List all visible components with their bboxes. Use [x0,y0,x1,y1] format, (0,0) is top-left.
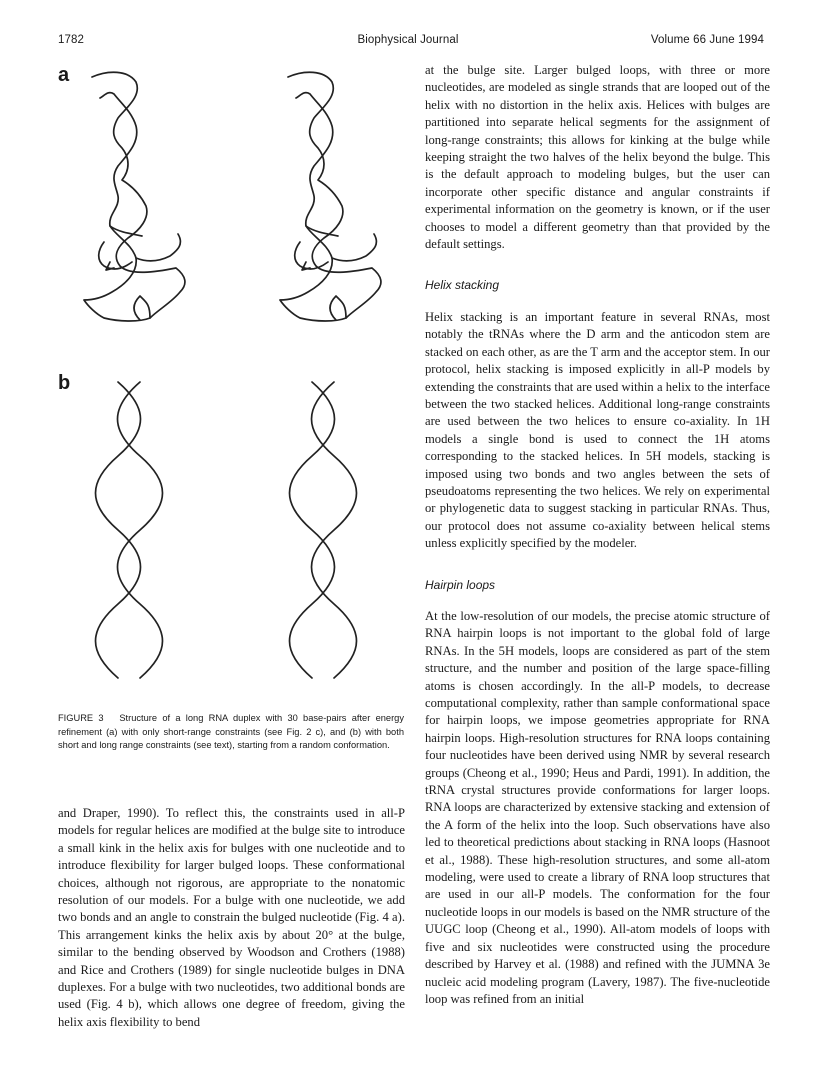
right-paragraph-3: At the low-resolution of our models, the precise atomic structure of RNA hairpin loops is not important to the global fold of large RNAs. In the 5H models, loops are considered as part of the stem structure, and the number and position of the large space-filling atoms is chosen accordingly. In the all-P models, to decrease computational complexity, rather than sample conformational space for hairpin loops, we impose geometries appropriate for RNA hairpin loops. High-resolution structures for RNA loops containing four nucleotides have been derived using NMR by several research groups (Cheong et al., 1990; Heus and Pardi, 1991). In addition, the tRNA crystal structures provide conformations for larger loops. RNA loops are characterized by extensive stacking and extension of the A form of the helix into the loop. Such observations have also led to theoretical predictions about stacking in RNA loops (Hasnoot et al., 1988). These high-resolution structures, and some all-atom modeling, were used to create a library of RNA loop structures that are used in our all-P models. The conformation for the four nucleotide loops in our models is based on the NMR structure of the UUGC loop (Cheong et al., 1990). All-atom models of loops with five and six nucleotides were constructed using the procedure described by Harvey et al. (1988) and refined with the JUMNA 3e nucleic acid modeling program (Lavery, 1987). The five-nucleotide loop was refined from an initial [425,608,770,1006]
panel-a-left-trace [84,72,185,321]
page-number: 1782 [58,34,84,46]
left-column [58,805,405,1031]
volume-date: Volume 66 June 1994 [650,34,764,46]
caption-lead: FIGURE 3 [58,713,104,723]
panel-label-b: b [58,372,71,394]
figure-caption [58,712,404,753]
panel-b-left-helix [96,382,163,678]
panel-label-a: a [58,64,70,86]
left-paragraph: and Draper, 1990). To reflect this, the constraints used in all-P models for regular helices are modified at the bulge site to introduce a small kink in the helix axis for bulges with one nucleotide and to introduce flexibility for larger bulged loops. These conformational choices, although not rigorous, are appropriate to the nonatomic resolution of our models. For a bulge with one nucleotide, we add two bonds and an angle to constrain the bulged nucleotide (Fig. 4 a). This arrangement kinks the helix axis by about 20° at the bulge, similar to the bending observed by Woodson and Crothers (1988) and Rice and Crothers (1989) for single nucleotide bulges in DNA duplexes. For a bulge with two nucleotides, two additional bonds are used (Fig. 4 b), which allows one degree of freedom, giving the helix axis flexibility to bend [58,806,405,1029]
right-paragraph-2: Helix stacking is an important feature in several RNAs, most notably the tRNAs where the D arm and the anticodon stem are stacked on each other, as are the T arm and the acceptor stem. In our protocol, helix stacking is imposed explicitly in all-P models by extending the constraints that are used within a helix to the interface between the two stacked helices. Additional long-range constraints are used between the two helices to ensure co-axiality. In 1H models a single bond is used to connect the 1H atoms corresponding to the stacked helices. In 5H models, stacking is imposed using two bonds and two angles between the sets of pseudoatoms representing the two helices. We rely on experimental or phylogenetic data to suggest stacking in particular RNAs. Thus, our protocol does not assume co-axiality between helical stems unless explicitly specified by the modeler. [425,309,770,551]
heading-hairpin-loops: Hairpin loops [425,577,496,592]
caption-text: Structure of a long RNA duplex with 30 base-pairs after energy refinement (a) with only short-range constraints (see Fig. 2 c), and (b) with both short and long range constraints (see text), starting from a random conformation. [58,713,405,750]
journal-title: Biophysical Journal [357,34,459,46]
panel-a-right-trace [280,72,381,321]
right-column [425,62,770,1008]
panel-b-right-helix [290,382,357,678]
heading-helix-stacking: Helix stacking [425,278,500,293]
right-paragraph-1: at the bulge site. Larger bulged loops, with three or more nucleotides, are modeled as single strands that are looped out of the helix with no distortion in the helix axis. Helices with bulges are partitioned into separate helical segments for the assignment of long-range constraints; this allows for kinking at the bulge while keeping straight the two halves of the helix beyond the bulge. This is the default approach to modeling bulges, but the user can incorporate other specific distance and angular constraints if experimental information on the geometry is known, or if the user chooses to model a different geometry than that provided by the default settings. [425,63,770,252]
